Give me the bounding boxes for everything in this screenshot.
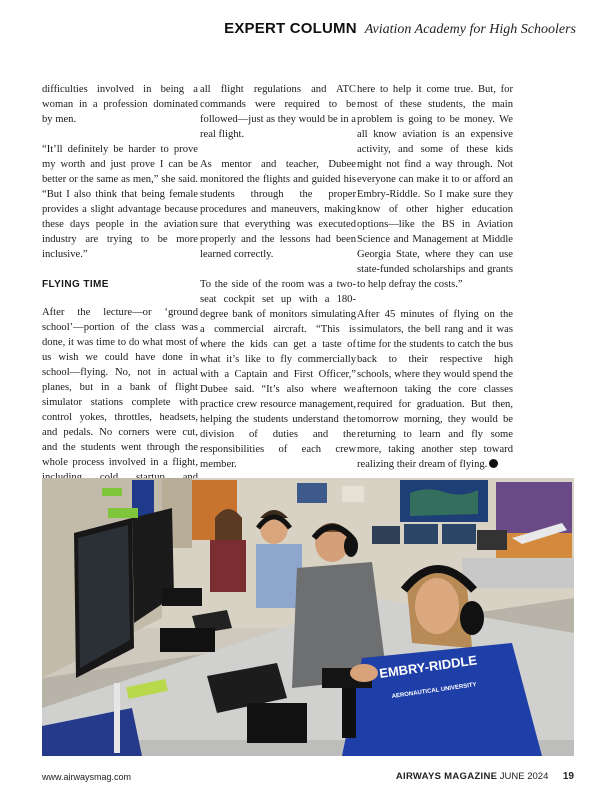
paragraph: here to help it come true. But, for most of these students, the main problem is going to be money. We all know aviation is an expensive activity, and some of these kids might not find a way through. Not everyone can make it to or afford an Embry-Riddle. So I make sure they know of other higher education options—like the BS in Aviation Science and Management at Middle Georgia State, where they can use state-funded scholarships and grants to help defray the costs.” xyxy=(357,84,513,290)
column-header xyxy=(224,20,576,38)
column-subtitle: Aviation Academy for High Schoolers xyxy=(364,22,576,37)
shirt-text-secondary: AERONAUTICAL UNIVERSITY xyxy=(391,682,478,700)
article-photo xyxy=(42,478,574,756)
paragraph: To the side of the room was a two-seat cockpit set up with a 180-degree bank of monitors simulating a commercial aircraft. “This is where the kids can get a taste of what it’s like to fly commercially with a Captain and First Officer,” Dubee said. “It’s also where we practice crew resource management, helping the students understand the division of duties and the responsibilities of each crew member. xyxy=(200,279,356,470)
section-heading: FLYING TIME xyxy=(42,279,109,290)
website-url: www.airwaysmag.com xyxy=(42,772,132,782)
paragraph: As mentor and teacher, Dubee monitored the flights and guided his students through the proper procedures and maneuvers, making sure that everything was executed properly and the lessons had been learned correctly. xyxy=(200,159,356,260)
paragraph-text: After 45 minutes of flying on the simulators, the bell rang and it was time for the students to catch the bus back to their respective high schools, where they would spend the afternoon taking the core classes required for graduation. But then, tomorrow morning, they would be returning to learn and fly some more, taking another step toward realizing their dream of flying. xyxy=(357,309,513,470)
end-of-article-icon xyxy=(489,459,498,468)
article-column-3 xyxy=(357,82,513,487)
footer-publication xyxy=(396,771,574,782)
paragraph: “It’ll definitely be harder to prove my worth and just prove I can be better or the same as men,” she said. “But I also think that being female provides a slight advantage because these days people in the aviation industry are trying to be more inclusive.” xyxy=(42,144,198,260)
paragraph: After the lecture—or ‘ground school’—portion of the class was done, it was time to do what most of us wish we could have done in school—flying. No, not in actual planes, but in a bank of flight simulator stations complete with control yokes, throttles, headsets, and pedals. No corners were cut, and the students went through the whole process involved in a flight, xyxy=(42,307,198,468)
article-column-1 xyxy=(42,82,198,545)
paragraph-final xyxy=(357,307,513,472)
issue-date: JUNE 2024 xyxy=(499,771,549,782)
page-number: 19 xyxy=(562,771,574,782)
article-column-2 xyxy=(200,82,356,532)
paragraph: difficulties involved in being a woman in a profession dominated by men. xyxy=(42,84,198,125)
flight-simulator-classroom-photo xyxy=(42,478,574,756)
shirt-text-primary: EMBRY-RIDDLE xyxy=(378,652,478,681)
section-kicker: EXPERT COLUMN xyxy=(224,20,357,37)
paragraph: all flight regulations and ATC commands were required to be followed—just as they would be in a real flight. xyxy=(200,84,356,140)
magazine-name: AIRWAYS MAGAZINE xyxy=(395,771,498,782)
